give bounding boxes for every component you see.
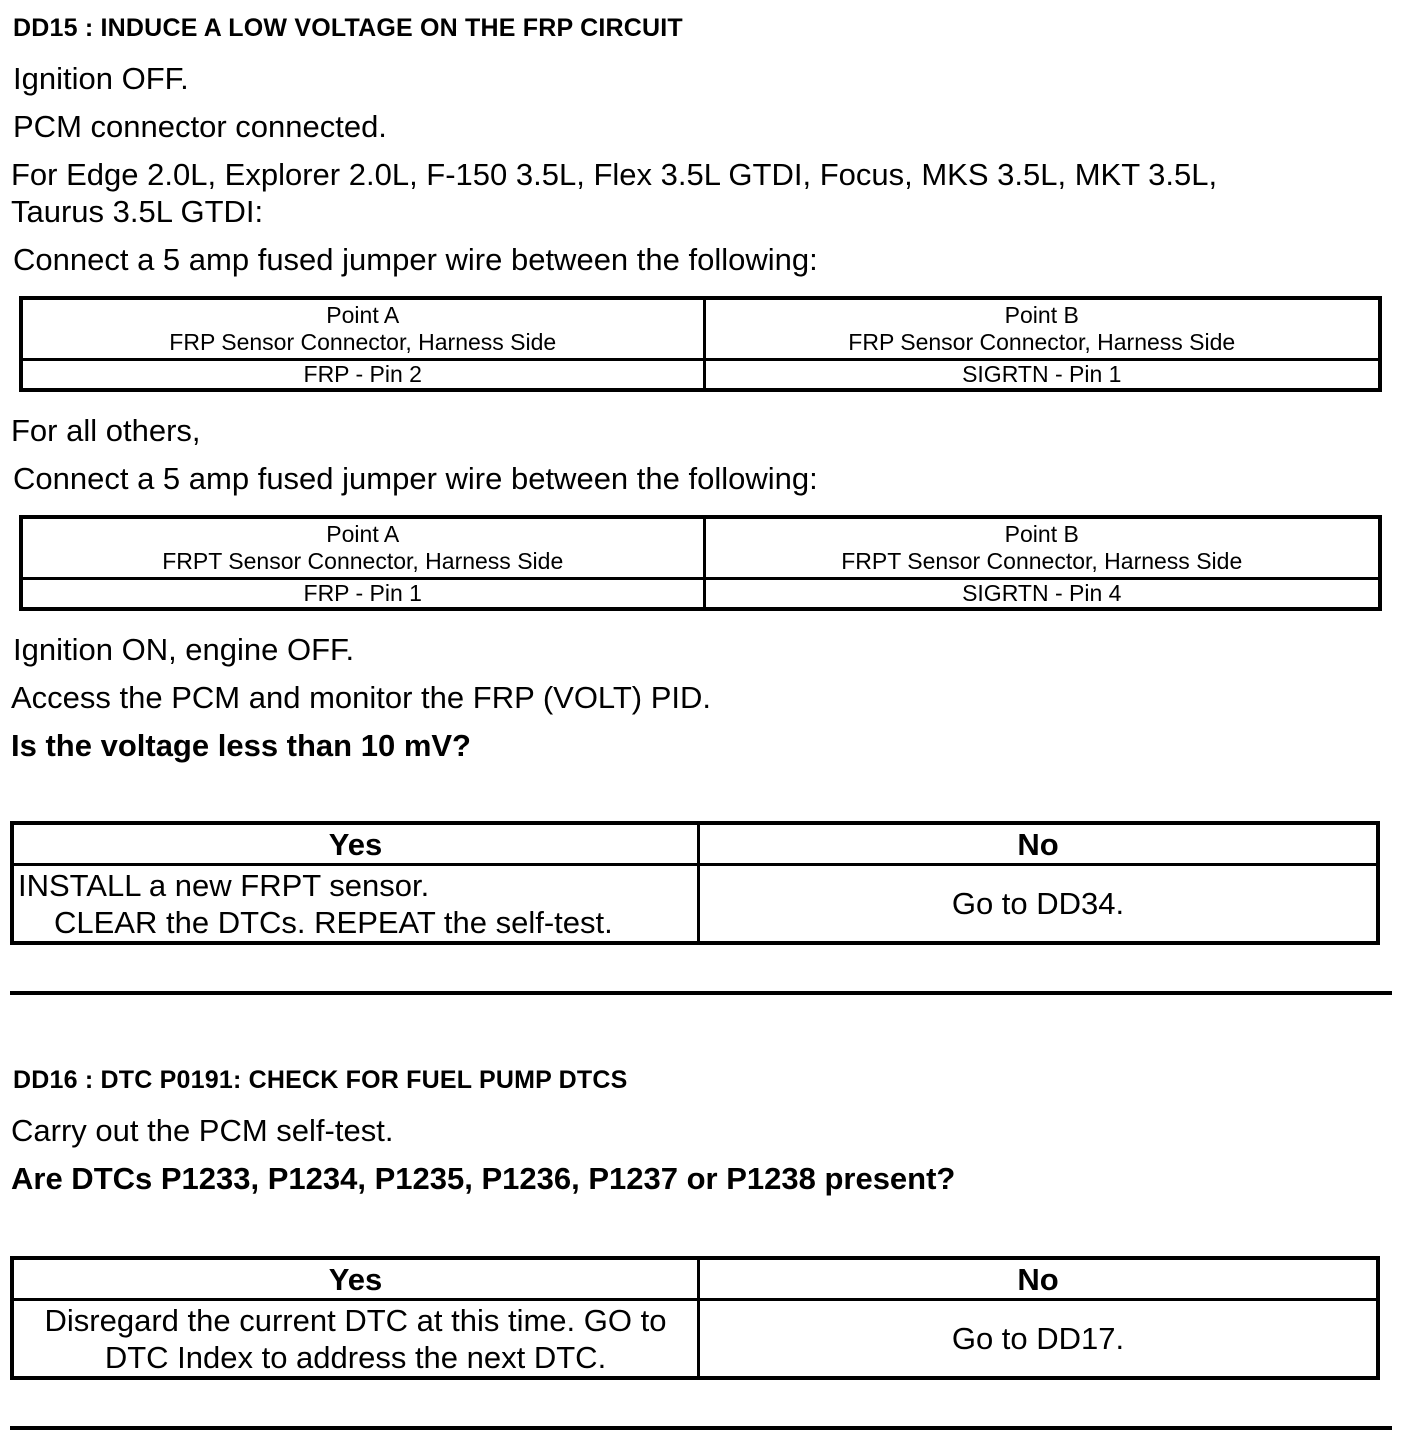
dd15-yes-line-2: CLEAR the DTCs. REPEAT the self-test. (54, 904, 613, 940)
table2-point-a-header (21, 517, 704, 579)
dd15-yes-header: Yes (12, 823, 699, 865)
dd15-applies-line-1: For Edge 2.0L, Explorer 2.0L, F-150 3.5L, Flex 3.5L GTDI, Focus, MKS 3.5L, MKT 3.5L, (11, 157, 1218, 192)
dd15-connection-table-1 (19, 296, 1382, 392)
dd15-answer-table (10, 821, 1380, 945)
dd16-no-header: No (699, 1258, 1379, 1300)
dd15-question: Is the voltage less than 10 mV? (11, 728, 471, 763)
table1-point-b-value: SIGRTN - Pin 1 (704, 360, 1380, 391)
dd16-yes-line-1: Disregard the current DTC at this time. GO to (44, 1302, 667, 1338)
dd15-step-ignition-on: Ignition ON, engine OFF. (13, 632, 355, 667)
section-divider-1 (10, 991, 1392, 995)
dd15-applies-line-2: Taurus 3.5L GTDI: (11, 194, 264, 229)
dd15-yes-action (12, 865, 699, 944)
dd15-connect-instruction-1: Connect a 5 amp fused jumper wire between the following: (13, 242, 818, 277)
dd15-no-action: Go to DD34. (699, 865, 1379, 944)
dd15-heading: DD15 : INDUCE A LOW VOLTAGE ON THE FRP CIRCUIT (13, 14, 683, 42)
dd16-heading: DD16 : DTC P0191: CHECK FOR FUEL PUMP DTCS (13, 1066, 628, 1094)
table1-point-a-value: FRP - Pin 2 (21, 360, 704, 391)
table1-point-a-header (21, 298, 704, 360)
dd16-answer-table (10, 1256, 1380, 1380)
dd15-step-pcm-connected: PCM connector connected. (13, 109, 387, 144)
dd15-step-ignition-off: Ignition OFF. (13, 61, 189, 96)
dd16-yes-header: Yes (12, 1258, 699, 1300)
table2-point-b-value: SIGRTN - Pin 4 (704, 579, 1380, 610)
dd15-yes-line-1: INSTALL a new FRPT sensor. (18, 867, 430, 903)
dd16-yes-line-2: DTC Index to address the next DTC. (104, 1339, 607, 1375)
table2-point-a-label: Point A (326, 521, 400, 547)
dd16-no-action: Go to DD17. (699, 1300, 1379, 1379)
table2-point-b-sub: FRPT Sensor Connector, Harness Side (841, 548, 1243, 574)
table2-point-a-value: FRP - Pin 1 (21, 579, 704, 610)
dd15-step-access-pcm: Access the PCM and monitor the FRP (VOLT) PID. (11, 680, 712, 715)
dd15-connection-table-2 (19, 515, 1382, 611)
section-divider-2 (10, 1426, 1392, 1430)
table1-point-b-sub: FRP Sensor Connector, Harness Side (848, 329, 1236, 355)
dd16-step-self-test: Carry out the PCM self-test. (11, 1113, 394, 1148)
table2-point-b-header (704, 517, 1380, 579)
dd15-for-all-others: For all others, (11, 413, 201, 448)
dd16-yes-action (12, 1300, 699, 1379)
table1-point-b-label: Point B (1004, 302, 1079, 328)
table1-point-a-sub: FRP Sensor Connector, Harness Side (169, 329, 557, 355)
dd15-no-header: No (699, 823, 1379, 865)
table1-point-b-header (704, 298, 1380, 360)
table2-point-a-sub: FRPT Sensor Connector, Harness Side (162, 548, 564, 574)
dd16-question: Are DTCs P1233, P1234, P1235, P1236, P1237 or P1238 present? (11, 1161, 956, 1196)
table2-point-b-label: Point B (1004, 521, 1079, 547)
table1-point-a-label: Point A (326, 302, 400, 328)
dd15-connect-instruction-2: Connect a 5 amp fused jumper wire between the following: (13, 461, 818, 496)
